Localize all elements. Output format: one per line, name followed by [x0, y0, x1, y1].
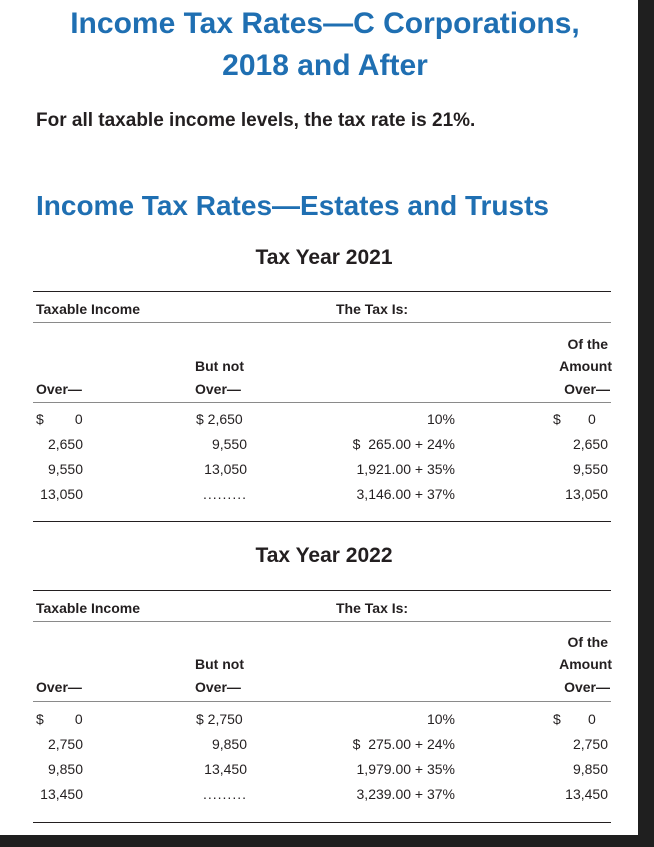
table-2021-row2-tax: $ 265.00 + 24%	[352, 436, 455, 452]
table-2022-row1-amount-over: $ 0	[553, 711, 596, 727]
but-not-over-header: Over—	[195, 381, 241, 397]
table-2021-row4-tax: 3,146.00 + 37%	[356, 486, 455, 502]
table-2021-row3-amount-over: 9,550	[572, 461, 608, 477]
table-2021-row3-tax: 1,921.00 + 35%	[356, 461, 455, 477]
table-2021-bottom-rule	[33, 521, 611, 522]
table-2022-row3-but-not: 13,450	[204, 761, 247, 777]
amount-header: Amount	[559, 656, 612, 672]
table-2022-subheader-rule	[33, 701, 611, 702]
table-2021-row3-but-not: 13,050	[204, 461, 247, 477]
table-2021-row4-but-not: .........	[202, 486, 247, 502]
table-2022-row2-over: 2,750	[47, 736, 83, 752]
over-header: Over—	[36, 679, 82, 695]
amount-header: Amount	[559, 358, 612, 374]
table-2021-row1-amount-over: $ 0	[553, 411, 596, 427]
corporations-title-line1: Income Tax Rates—C Corporations,	[70, 7, 580, 40]
table-2022-bottom-rule	[33, 822, 611, 823]
table-2022-row2-tax: $ 275.00 + 24%	[352, 736, 455, 752]
but-not-header: But not	[195, 358, 244, 374]
table-2021-row1-tax: 10%	[426, 411, 455, 427]
table-2021-row2-amount-over: 2,650	[572, 436, 608, 452]
table-2022-row3-tax: 1,979.00 + 35%	[356, 761, 455, 777]
table-2022-row4-tax: 3,239.00 + 37%	[356, 786, 455, 802]
corporations-statement: For all taxable income levels, the tax rate is 21%.	[36, 110, 476, 131]
over-header: Over—	[36, 381, 82, 397]
table-2022-row2-but-not: 9,850	[211, 736, 247, 752]
year-2021-heading: Tax Year 2021	[255, 246, 393, 269]
table-2022-row1-tax: 10%	[426, 711, 455, 727]
tax-is-header: The Tax Is:	[336, 600, 409, 616]
taxable-income-header: Taxable Income	[36, 600, 141, 616]
table-2022-row4-but-not: .........	[202, 786, 247, 802]
table-2022-row4-over: 13,450	[40, 786, 83, 802]
tax-is-header: The Tax Is:	[336, 301, 409, 317]
table-2021-row4-amount-over: 13,050	[565, 486, 608, 502]
but-not-over-header: Over—	[195, 679, 241, 695]
table-2021-row1-but-not: $ 2,650	[196, 411, 243, 427]
table-2022-row4-amount-over: 13,450	[565, 786, 608, 802]
table-2022-row1-over: $ 0	[36, 711, 83, 727]
taxable-income-header: Taxable Income	[36, 301, 141, 317]
amount-over-header: Over—	[564, 679, 610, 695]
table-2021-row1-over: $ 0	[36, 411, 83, 427]
table-2022-row1-but-not: $ 2,750	[196, 711, 243, 727]
table-2021-row2-over: 2,650	[47, 436, 83, 452]
table-2021-subheader-rule	[33, 402, 611, 403]
table-2021-top-rule	[33, 291, 611, 292]
corporations-title-line2: 2018 and After	[222, 49, 428, 82]
of-the-header: Of the	[567, 336, 608, 352]
table-2022-row3-over: 9,850	[47, 761, 83, 777]
table-2022-row2-amount-over: 2,750	[572, 736, 608, 752]
year-2022-heading: Tax Year 2022	[255, 544, 393, 567]
of-the-header: Of the	[567, 634, 608, 650]
table-2022-top-rule	[33, 590, 611, 591]
table-2021-header-rule	[33, 322, 611, 323]
table-2021-row2-but-not: 9,550	[211, 436, 247, 452]
estates-title: Income Tax Rates—Estates and Trusts	[36, 190, 549, 221]
amount-over-header: Over—	[564, 381, 610, 397]
table-2022-row3-amount-over: 9,850	[572, 761, 608, 777]
but-not-header: But not	[195, 656, 244, 672]
table-2021-row4-over: 13,050	[40, 486, 83, 502]
table-2021-row3-over: 9,550	[47, 461, 83, 477]
table-2022-header-rule	[33, 621, 611, 622]
